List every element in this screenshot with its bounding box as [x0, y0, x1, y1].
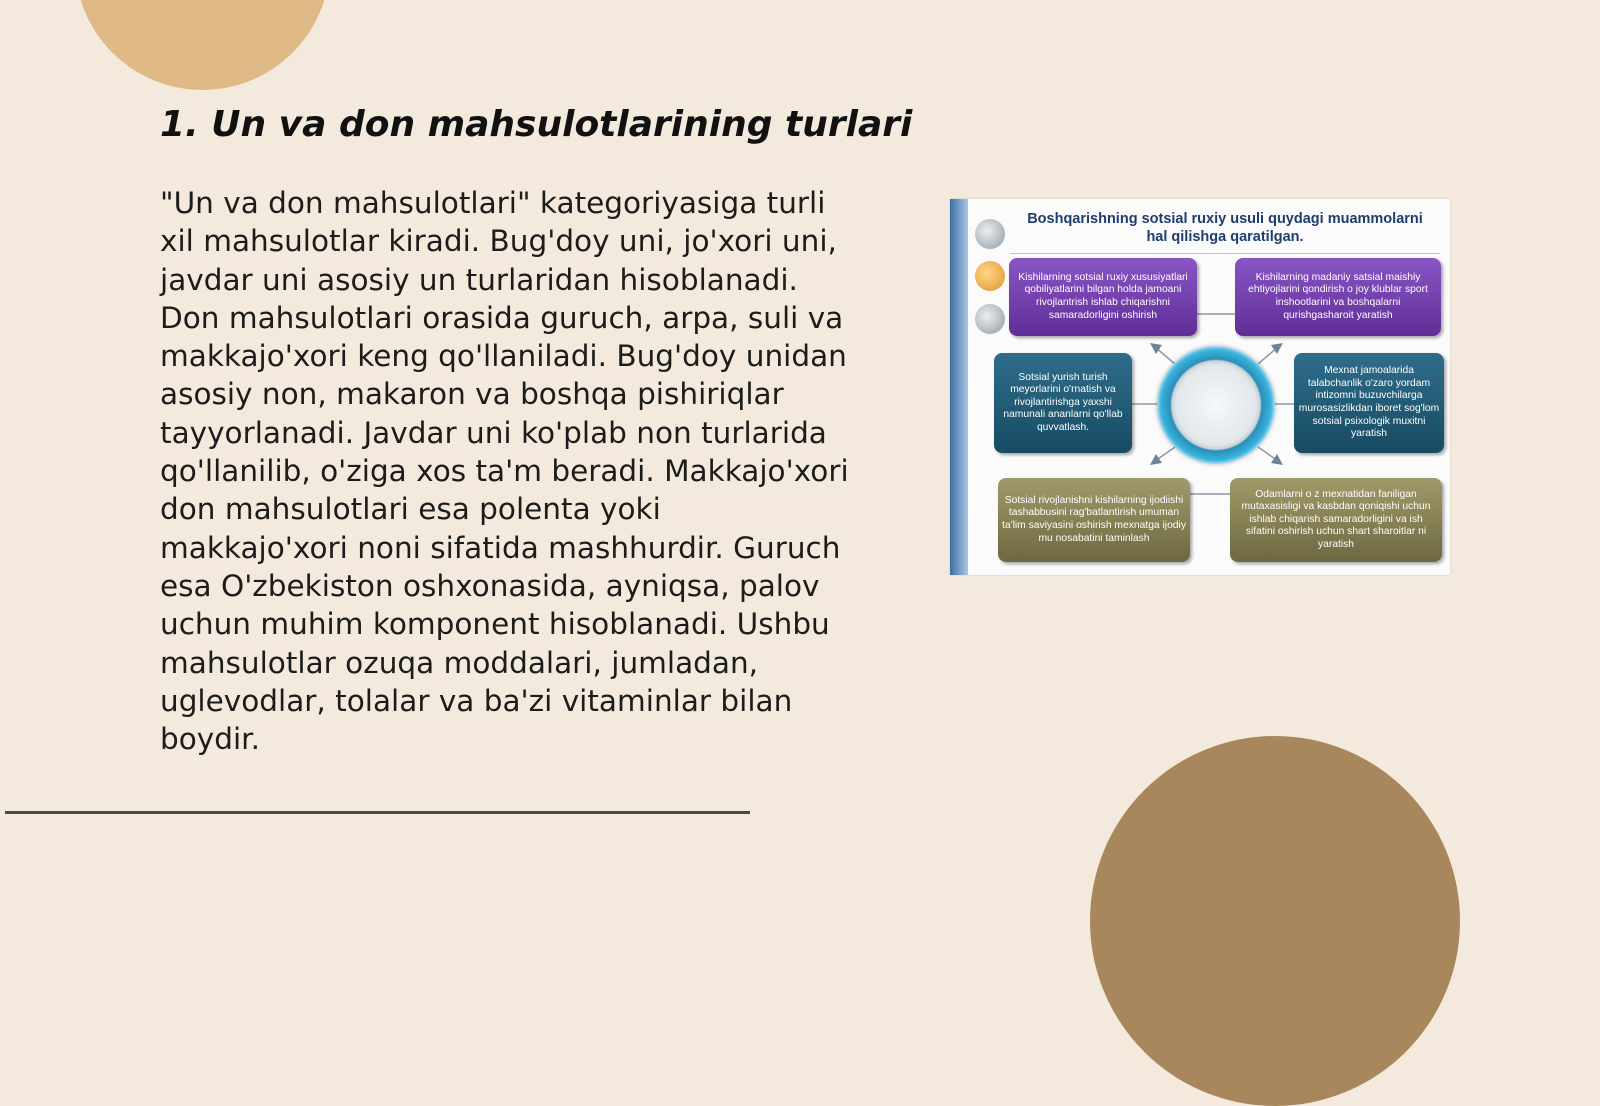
diagram-box-top-left: Kishilarning sotsial ruxiy xususiyatlari qobiliyatlarini bilgan holda jamoani rivojlantrish ishlab chiqarishni samaradorligini oshirish — [1009, 258, 1197, 336]
diagram-title: Boshqarishning sotsial ruxiy usuli quydagi muammolarni hal qilishga qaratilgan. — [1027, 211, 1423, 245]
diagram-box-mid-left: Sotsial yurish turish meyorlarini o'rnatish va rivojlantirishga yaxshi namunali ananlarni qo'llab quvvatlash. — [994, 353, 1132, 453]
diagram-box-top-right: Kishilarning madaniy satsial maishiy ehtiyojlarini qondirish o joy klublar sport inshootlarini va boshqalarni qurishgasharoit yaratish — [1235, 258, 1441, 336]
diagram-center-ring — [1157, 346, 1275, 464]
decorative-circle-top — [75, 0, 330, 90]
diagram-box-bottom-right: Odamlarni o z mexnatidan faniligan mutaxasisligi va kasbdan qoniqishi uchun ishlab chiqarish samaradorligini va ish sifatini oshirish uchun shart sharoitlar ni yaratish — [1230, 478, 1442, 562]
diagram-box-bottom-left: Sotsial rivojlanishni kishilarning ijodiishi tashabbusini rag'batlantirish umuman ta'lim saviyasini oshirish mexnatga ijodiy mu nosabatini taminlash — [998, 478, 1190, 562]
decorative-circle-bottom — [1090, 736, 1460, 1106]
slide-title: 1. Un va don mahsulotlarining turlari — [160, 104, 913, 145]
diagram-box-mid-right: Mexnat jamoalarida talabchanlik o'zaro yordam intizomni buzuvchilarga murosasizlikdan iboret sog'lom sotsial psixologik muxitni yaratish — [1294, 353, 1444, 453]
slide-body-text: "Un va don mahsulotlari" kategoriyasiga turli xil mahsulotlar kiradi. Bug'doy uni, jo'xori uni, javdar uni asosiy un turlaridan hisoblanadi. Don mahsulotlari orasida guruch, arpa, suli va makkajo'xori keng qo'llaniladi. Bug'doy unidan asosiy non, makaron va boshqa pishiriqlar tayyorlanadi. Javdar uni ko'plab non turlarida qo'llanilib, o'ziga xos ta'm beradi. Makkajo'xori don mahsulotlari esa polenta yoki makkajo'xori noni sifatida mashhurdir. Guruch esa O'zbekiston oshxonasida, ayniqsa, palov uchun muhim komponent hisoblanadi. Ushbu mahsulotlar ozuqa moddalari, jumladan, uglevodlar, tolalar va ba'zi vitaminlar bilan boydir. — [160, 186, 849, 757]
diagram-image — [950, 199, 1450, 575]
divider-line — [5, 811, 750, 814]
